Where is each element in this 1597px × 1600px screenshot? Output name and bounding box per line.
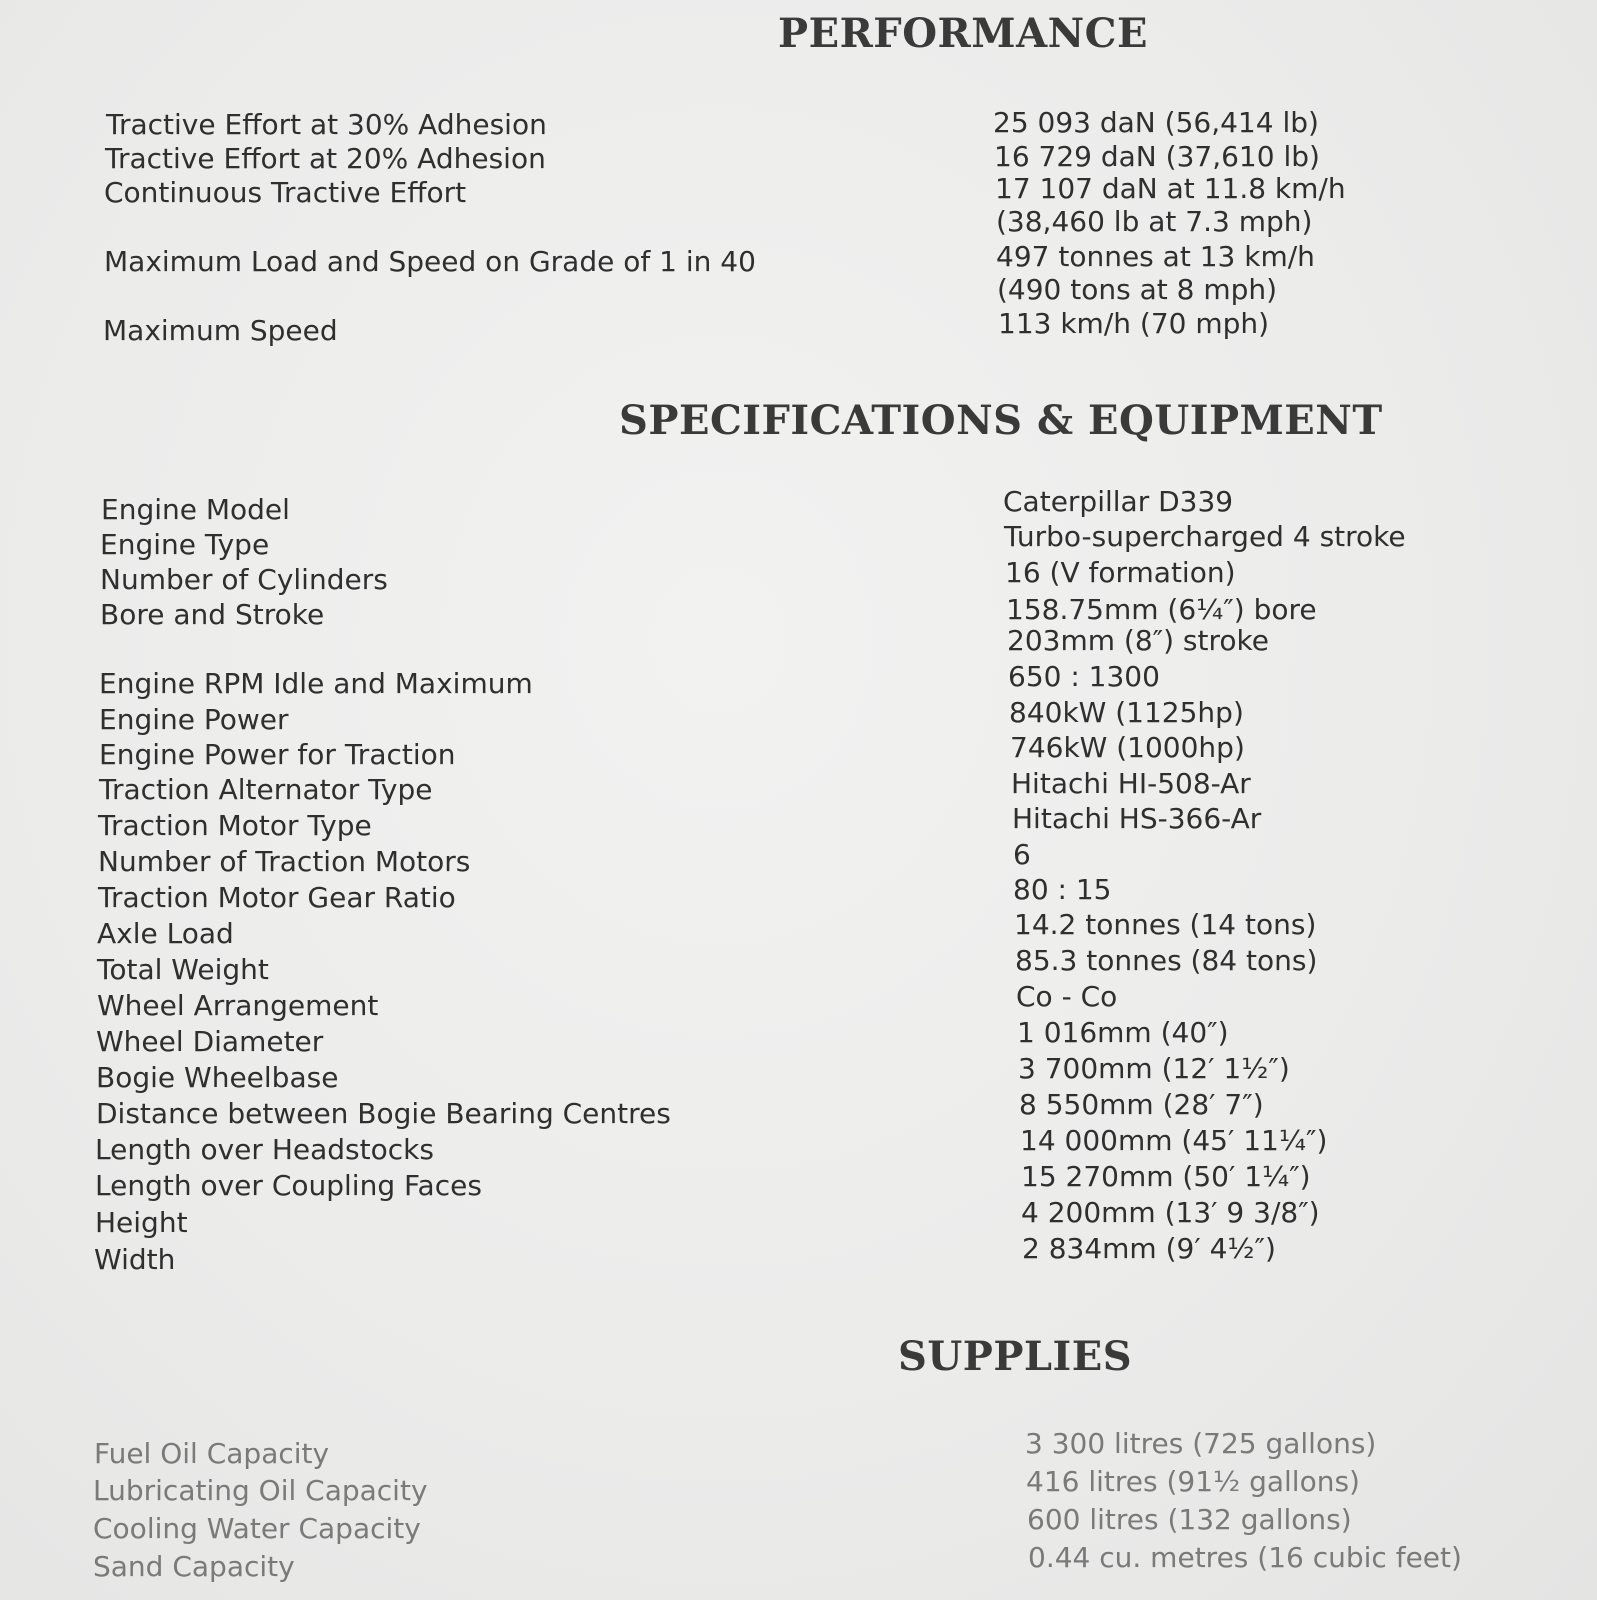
spec-row	[0, 172, 1597, 210]
spec-value: 650 : 1300	[1008, 660, 1160, 693]
spec-value: 25 093 daN (56,414 lb)	[993, 106, 1319, 139]
spec-row	[0, 696, 1597, 737]
spec-label: Tractive Effort at 30% Adhesion	[106, 108, 547, 141]
spec-row	[0, 1465, 1597, 1508]
spec-row	[0, 240, 1597, 279]
spec-value: 15 270mm (50′ 1¼″)	[1021, 1160, 1311, 1193]
spec-value: 14.2 tonnes (14 tons)	[1014, 908, 1317, 941]
spec-row	[0, 660, 1597, 701]
spec-row	[0, 944, 1597, 987]
spec-label: Traction Motor Type	[98, 809, 372, 842]
spec-row	[0, 980, 1597, 1023]
spec-label: Maximum Load and Speed on Grade of 1 in 40	[104, 245, 756, 278]
spec-row	[0, 838, 1597, 879]
spec-row	[0, 142, 1597, 176]
spec-label: Fuel Oil Capacity	[94, 1437, 330, 1470]
spec-label: Wheel Arrangement	[97, 989, 379, 1022]
spec-value: 746kW (1000hp)	[1010, 731, 1245, 764]
spec-label: Sand Capacity	[93, 1550, 295, 1583]
spec-label: Height	[95, 1206, 188, 1239]
spec-row	[0, 873, 1597, 915]
spec-value: 16 729 daN (37,610 lb)	[994, 140, 1320, 173]
spec-value: 16 (V formation)	[1005, 556, 1236, 589]
performance-heading: PERFORMANCE	[778, 10, 1148, 57]
spec-value: 158.75mm (6¼″) bore	[1006, 593, 1317, 626]
spec-row	[0, 520, 1597, 562]
spec-row	[0, 108, 1597, 142]
spec-row	[0, 307, 1597, 348]
spec-row	[0, 1016, 1597, 1059]
spec-value: 85.3 tonnes (84 tons)	[1015, 944, 1318, 977]
spec-label: Number of Cylinders	[100, 563, 388, 596]
spec-row	[0, 1124, 1597, 1167]
spec-value: 6	[1013, 838, 1031, 871]
spec-label: Lubricating Oil Capacity	[93, 1474, 428, 1507]
spec-value: Hitachi HI-508-Ar	[1011, 767, 1251, 800]
spec-value: 80 : 15	[1013, 873, 1112, 906]
spec-value: 3 300 litres (725 gallons)	[1025, 1427, 1377, 1460]
spec-label: Total Weight	[97, 953, 269, 986]
spec-label: Engine Power for Traction	[99, 738, 456, 771]
spec-row	[0, 802, 1597, 843]
spec-value: 4 200mm (13′ 9 3/8″)	[1021, 1196, 1320, 1229]
spec-value-continuation: (490 tons at 8 mph)	[997, 273, 1278, 306]
spec-row	[0, 1052, 1597, 1095]
spec-label: Bore and Stroke	[100, 598, 325, 631]
spec-row	[0, 731, 1597, 772]
spec-label: Maximum Speed	[103, 314, 338, 347]
spec-label: Axle Load	[97, 917, 234, 950]
spec-label: Number of Traction Motors	[98, 845, 471, 878]
spec-value: Caterpillar D339	[1003, 485, 1234, 518]
spec-value: 3 700mm (12′ 1½″)	[1018, 1052, 1290, 1085]
spec-label: Length over Coupling Faces	[95, 1169, 482, 1202]
supplies-heading: SUPPLIES	[898, 1333, 1133, 1380]
spec-label: Engine Model	[101, 493, 290, 526]
spec-label: Continuous Tractive Effort	[104, 176, 467, 209]
spec-value: 113 km/h (70 mph)	[998, 307, 1270, 340]
spec-label: Wheel Diameter	[96, 1025, 324, 1058]
spec-row	[0, 767, 1597, 807]
spec-row	[0, 1541, 1597, 1584]
spec-value: 0.44 cu. metres (16 cubic feet)	[1028, 1541, 1462, 1574]
spec-value: Co - Co	[1016, 980, 1118, 1013]
spec-label: Engine RPM Idle and Maximum	[99, 667, 533, 700]
spec-label: Bogie Wheelbase	[96, 1061, 339, 1094]
spec-value: 2 834mm (9′ 4½″)	[1022, 1232, 1276, 1265]
spec-label: Engine Power	[99, 703, 289, 736]
spec-value: 497 tonnes at 13 km/h	[996, 240, 1315, 273]
spec-row	[0, 1088, 1597, 1131]
spec-row	[0, 1160, 1597, 1203]
spec-value-continuation: (38,460 lb at 7.3 mph)	[996, 205, 1313, 238]
spec-value: Hitachi HS-366-Ar	[1012, 802, 1262, 835]
spec-label: Cooling Water Capacity	[93, 1512, 421, 1545]
spec-label: Tractive Effort at 20% Adhesion	[105, 142, 546, 175]
spec-value: 600 litres (132 gallons)	[1027, 1503, 1352, 1536]
spec-label: Engine Type	[100, 528, 270, 561]
spec-value: 17 107 daN at 11.8 km/h	[995, 172, 1346, 205]
spec-label: Traction Motor Gear Ratio	[98, 881, 456, 914]
spec-value-continuation: 203mm (8″) stroke	[1007, 624, 1269, 657]
spec-value: Turbo-supercharged 4 stroke	[1004, 520, 1406, 553]
spec-label: Width	[94, 1243, 176, 1276]
specifications-heading: SPECIFICATIONS & EQUIPMENT	[619, 397, 1383, 444]
spec-label: Traction Alternator Type	[99, 773, 433, 806]
spec-value: 14 000mm (45′ 11¼″)	[1020, 1124, 1328, 1157]
spec-value: 840kW (1125hp)	[1009, 696, 1244, 729]
spec-label: Distance between Bogie Bearing Centres	[96, 1097, 671, 1130]
spec-row	[0, 556, 1597, 597]
spec-value: 1 016mm (40″)	[1017, 1016, 1229, 1049]
spec-value: 416 litres (91½ gallons)	[1026, 1465, 1360, 1498]
spec-row	[0, 908, 1597, 951]
spec-label: Length over Headstocks	[95, 1133, 434, 1166]
spec-row	[0, 593, 1597, 632]
spec-row	[0, 1196, 1597, 1240]
spec-value: 8 550mm (28′ 7″)	[1019, 1088, 1264, 1121]
spec-row	[0, 1232, 1597, 1277]
